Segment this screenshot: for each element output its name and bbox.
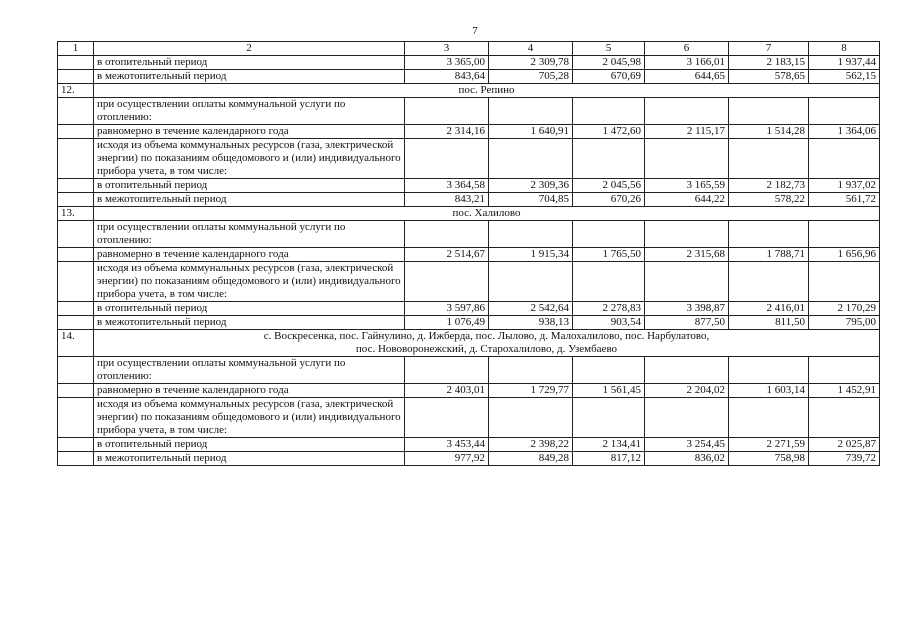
header-cell: 6 bbox=[645, 42, 729, 56]
header-cell: 7 bbox=[729, 42, 809, 56]
tariff-table bbox=[57, 41, 880, 466]
value-cell: 795,00 bbox=[809, 316, 880, 330]
header-cell: 2 bbox=[94, 42, 405, 56]
value-cell: 1 561,45 bbox=[573, 384, 645, 398]
value-cell: 938,13 bbox=[489, 316, 573, 330]
value-cell: 1 729,77 bbox=[489, 384, 573, 398]
table-row bbox=[58, 179, 880, 193]
header-cell: 3 bbox=[405, 42, 489, 56]
value-cell: 2 309,36 bbox=[489, 179, 573, 193]
value-cell: 3 365,00 bbox=[405, 56, 489, 70]
value-cell: 644,22 bbox=[645, 193, 729, 207]
value-cell: 2 183,15 bbox=[729, 56, 809, 70]
table-row bbox=[58, 438, 880, 452]
value-cell: 2 315,68 bbox=[645, 248, 729, 262]
value-cell: 843,64 bbox=[405, 70, 489, 84]
value-cell: 739,72 bbox=[809, 452, 880, 466]
value-cell: 758,98 bbox=[729, 452, 809, 466]
row-label: в отопительный период bbox=[94, 179, 405, 193]
row-label: исходя из объема коммунальных ресурсов (газа, электрической энергии) по показаниям общедомового и (или) индивидуального прибора учета, в том числе: bbox=[94, 139, 405, 179]
table-row bbox=[58, 70, 880, 84]
header-cell: 8 bbox=[809, 42, 880, 56]
header-cell: 4 bbox=[489, 42, 573, 56]
table-row bbox=[58, 248, 880, 262]
table-row bbox=[58, 302, 880, 316]
section-title bbox=[94, 84, 880, 98]
header-cell: 1 bbox=[58, 42, 94, 56]
value-cell: 578,22 bbox=[729, 193, 809, 207]
table-row bbox=[58, 221, 880, 248]
value-cell: 3 166,01 bbox=[645, 56, 729, 70]
value-cell: 2 398,22 bbox=[489, 438, 573, 452]
table-row bbox=[58, 193, 880, 207]
value-cell: 2 045,56 bbox=[573, 179, 645, 193]
value-cell: 3 364,58 bbox=[405, 179, 489, 193]
table-row bbox=[58, 98, 880, 125]
row-label: исходя из объема коммунальных ресурсов (газа, электрической энергии) по показаниям общедомового и (или) индивидуального прибора учета, в том числе: bbox=[94, 262, 405, 302]
value-cell: 2 542,64 bbox=[489, 302, 573, 316]
table-row bbox=[58, 139, 880, 179]
value-cell: 2 204,02 bbox=[645, 384, 729, 398]
value-cell: 578,65 bbox=[729, 70, 809, 84]
section-title bbox=[94, 330, 880, 357]
value-cell: 2 278,83 bbox=[573, 302, 645, 316]
table-row bbox=[58, 316, 880, 330]
section-title-line: пос. Репино bbox=[458, 84, 515, 96]
table-row bbox=[58, 398, 880, 438]
value-cell: 877,50 bbox=[645, 316, 729, 330]
value-cell: 836,02 bbox=[645, 452, 729, 466]
row-label: в межотопительный период bbox=[94, 316, 405, 330]
value-cell: 1 472,60 bbox=[573, 125, 645, 139]
row-label: в межотопительный период bbox=[94, 70, 405, 84]
section-header-row bbox=[58, 207, 880, 221]
value-cell: 2 271,59 bbox=[729, 438, 809, 452]
value-cell: 1 937,44 bbox=[809, 56, 880, 70]
value-cell: 3 165,59 bbox=[645, 179, 729, 193]
value-cell: 670,26 bbox=[573, 193, 645, 207]
value-cell: 561,72 bbox=[809, 193, 880, 207]
value-cell: 1 915,34 bbox=[489, 248, 573, 262]
value-cell: 2 314,16 bbox=[405, 125, 489, 139]
section-title-line: пос. Халилово bbox=[452, 207, 521, 219]
row-label: равномерно в течение календарного года bbox=[94, 125, 405, 139]
value-cell: 704,85 bbox=[489, 193, 573, 207]
row-label: в отопительный период bbox=[94, 438, 405, 452]
row-label: в межотопительный период bbox=[94, 452, 405, 466]
value-cell: 1 640,91 bbox=[489, 125, 573, 139]
value-cell: 2 403,01 bbox=[405, 384, 489, 398]
value-cell: 705,28 bbox=[489, 70, 573, 84]
header-row bbox=[58, 42, 880, 56]
value-cell: 811,50 bbox=[729, 316, 809, 330]
row-label: при осуществлении оплаты коммунальной услуги по отоплению: bbox=[94, 98, 405, 125]
row-label: в отопительный период bbox=[94, 302, 405, 316]
section-title-line: пос. Нововоронежский, д. Старохалилово, д. Узембаево bbox=[355, 343, 618, 355]
value-cell: 2 170,29 bbox=[809, 302, 880, 316]
value-cell: 2 025,87 bbox=[809, 438, 880, 452]
row-label: равномерно в течение календарного года bbox=[94, 248, 405, 262]
row-label: при осуществлении оплаты коммунальной услуги по отоплению: bbox=[94, 221, 405, 248]
value-cell: 644,65 bbox=[645, 70, 729, 84]
value-cell: 3 597,86 bbox=[405, 302, 489, 316]
value-cell: 903,54 bbox=[573, 316, 645, 330]
value-cell: 2 514,67 bbox=[405, 248, 489, 262]
value-cell: 3 453,44 bbox=[405, 438, 489, 452]
value-cell: 2 134,41 bbox=[573, 438, 645, 452]
section-header-row bbox=[58, 330, 880, 357]
value-cell: 1 788,71 bbox=[729, 248, 809, 262]
value-cell: 1 452,91 bbox=[809, 384, 880, 398]
value-cell: 3 254,45 bbox=[645, 438, 729, 452]
value-cell: 2 309,78 bbox=[489, 56, 573, 70]
value-cell: 1 937,02 bbox=[809, 179, 880, 193]
table-row bbox=[58, 262, 880, 302]
row-label: при осуществлении оплаты коммунальной услуги по отоплению: bbox=[94, 357, 405, 384]
value-cell: 3 398,87 bbox=[645, 302, 729, 316]
header-cell: 5 bbox=[573, 42, 645, 56]
row-label: исходя из объема коммунальных ресурсов (газа, электрической энергии) по показаниям общедомового и (или) индивидуального прибора учета, в том числе: bbox=[94, 398, 405, 438]
table-row bbox=[58, 125, 880, 139]
value-cell: 562,15 bbox=[809, 70, 880, 84]
section-number: 12. bbox=[58, 84, 94, 98]
value-cell: 2 115,17 bbox=[645, 125, 729, 139]
value-cell: 977,92 bbox=[405, 452, 489, 466]
row-label: равномерно в течение календарного года bbox=[94, 384, 405, 398]
value-cell: 1 076,49 bbox=[405, 316, 489, 330]
value-cell: 2 416,01 bbox=[729, 302, 809, 316]
section-header-row bbox=[58, 84, 880, 98]
page-number: 7 bbox=[472, 25, 478, 37]
value-cell: 843,21 bbox=[405, 193, 489, 207]
table-row bbox=[58, 452, 880, 466]
value-cell: 1 364,06 bbox=[809, 125, 880, 139]
section-title-line: с. Воскресенка, пос. Гайнулино, д. Ижберда, пос. Лылово, д. Малохалилово, пос. Нарбулатово, bbox=[263, 330, 710, 342]
value-cell: 1 765,50 bbox=[573, 248, 645, 262]
section-number: 14. bbox=[58, 330, 94, 357]
value-cell: 849,28 bbox=[489, 452, 573, 466]
section-title bbox=[94, 207, 880, 221]
value-cell: 1 603,14 bbox=[729, 384, 809, 398]
value-cell: 2 045,98 bbox=[573, 56, 645, 70]
table-row bbox=[58, 384, 880, 398]
value-cell: 2 182,73 bbox=[729, 179, 809, 193]
section-number: 13. bbox=[58, 207, 94, 221]
value-cell: 1 656,96 bbox=[809, 248, 880, 262]
row-label: в отопительный период bbox=[94, 56, 405, 70]
value-cell: 817,12 bbox=[573, 452, 645, 466]
table-row bbox=[58, 357, 880, 384]
table-row bbox=[58, 56, 880, 70]
value-cell: 670,69 bbox=[573, 70, 645, 84]
value-cell: 1 514,28 bbox=[729, 125, 809, 139]
row-label: в межотопительный период bbox=[94, 193, 405, 207]
